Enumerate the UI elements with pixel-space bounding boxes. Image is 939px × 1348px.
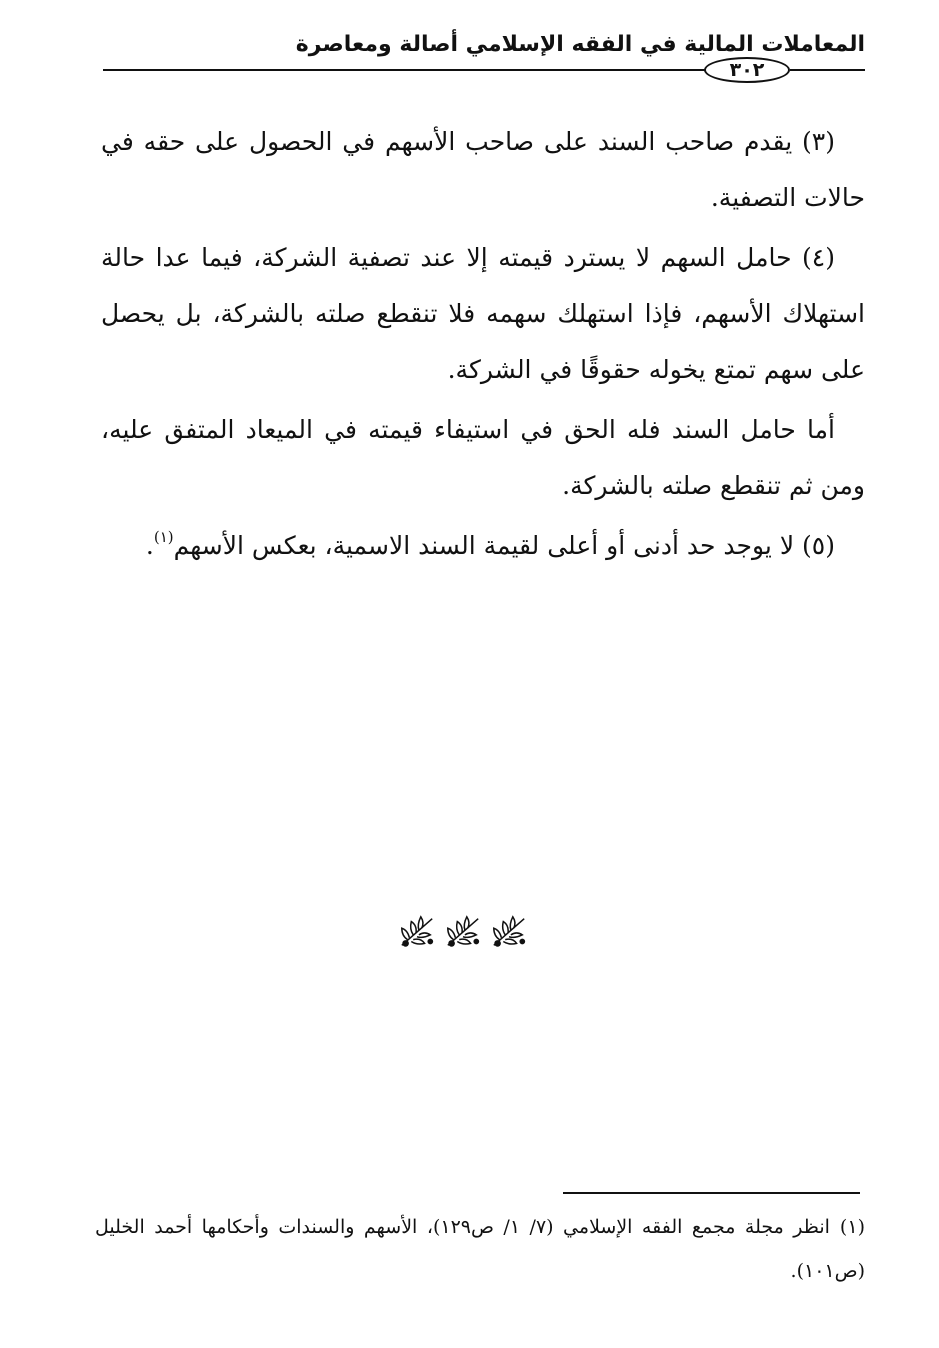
floral-ornament-icon (444, 913, 482, 951)
paragraph-5 (101, 518, 865, 574)
section-ornament (398, 913, 528, 953)
paragraph-bond-holder: أما حامل السند فله الحق في استيفاء قيمته في الميعاد المتفق عليه، ومن ثم تنقطع صلته بالشركة. (101, 415, 865, 500)
footnote-reference[interactable]: (١) (153, 528, 174, 546)
running-title: المعاملات المالية في الفقه الإسلامي أصالة ومعاصرة (295, 32, 865, 57)
paragraph-5-end: . (145, 531, 154, 560)
footnote-separator (563, 1192, 860, 1194)
paragraph-4: (٤) حامل السهم لا يسترد قيمته إلا عند تصفية الشركة، فيما عدا حالة استهلاك الأسهم، فإذا استهلك سهمه فلا تنقطع صلته بالشركة، بل يحصل على سهم تمتع يخوله حقوقًا في الشركة. (101, 243, 865, 384)
main-text (101, 114, 865, 578)
footnote (95, 1205, 865, 1293)
paragraph-5-text: (٥) لا يوجد حد أدنى أو أعلى لقيمة السند الاسمية، بعكس الأسهم (173, 531, 835, 560)
paragraph-3: (٣) يقدم صاحب السند على صاحب الأسهم في الحصول على حقه في حالات التصفية. (101, 127, 865, 212)
footnote-text: انظر مجلة مجمع الفقه الإسلامي (٧/ ١/ ص١٢٩)، الأسهم والسندات وأحكامها أحمد الخليل (ص١٠١). (95, 1216, 865, 1282)
header-rule-left (103, 69, 705, 71)
footnote-number: (١) (839, 1216, 865, 1238)
floral-ornament-icon (490, 913, 528, 951)
floral-ornament-icon (398, 913, 436, 951)
page-number: ٣٠٢ (729, 59, 765, 81)
header-rule-right (790, 69, 865, 71)
page-number-frame (704, 57, 790, 83)
